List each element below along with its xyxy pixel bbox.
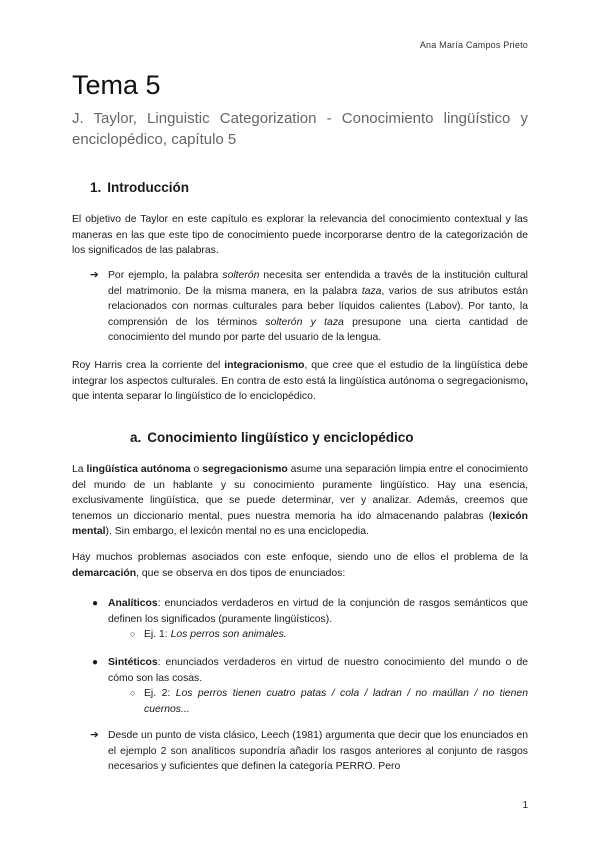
author-header: Ana María Campos Prieto [419, 40, 528, 50]
section-title: Introducción [107, 180, 190, 195]
bullet-item-sinteticos: ● Sintéticos: enunciados verdaderos en virtud de nuestro conocimiento del mundo o de cómo son las cosas. [92, 657, 528, 684]
bullet-item-analiticos: ● Analíticos: enunciados verdaderos en virtud de la conjunción de rasgos semánticos que definen los significados (puramente lingüísticos). [92, 598, 528, 625]
section-heading-introduccion [90, 180, 189, 195]
paragraph-demarcacion: Hay muchos problemas asociados con este enfoque, siendo uno de ellos el problema de la demarcación, que se observa en dos tipos de enunciados: [72, 552, 528, 579]
subsection-number: a. [130, 430, 142, 445]
arrow-item-leech: ➔ Desde un punto de vista clásico, Leech (1981) argumenta que decir que los enunciados en el ejemplo 2 son analíticos supondría añadir los rasgos anteriores al conjunto de rasgos necesarios y suficientes que definen la categoría PERRO. Pero [90, 730, 528, 773]
page-subtitle: J. Taylor, Linguistic Categorization - Conocimiento lingüístico y enciclopédico, capítulo 5 [72, 110, 528, 148]
sub-item-ejemplo-2: ○ Ej. 2: Los perros tienen cuatro patas / cola / ladran / no maúllan / no tienen cuernos... [130, 688, 528, 715]
circle-bullet-icon: ○ [130, 629, 136, 639]
sub-item-ejemplo-1: ○ Ej. 1: Los perros son animales. [144, 627, 528, 643]
page-number: 1 [522, 800, 528, 811]
paragraph-roy-harris: Roy Harris crea la corriente del integracionismo, que cree que el estudio de la lingüística debe integrar los aspectos culturales. En contra de esto está la lingüística autónoma o segregacionismo, que intenta separar lo lingüístico de lo enciclopédico. [72, 360, 528, 403]
arrow-item-ejemplo: ➔ Por ejemplo, la palabra solterón necesita ser entendida a través de la institución cultural del matrimonio. De la misma manera, en la palabra taza, varios de sus atributos están relacionados con normas culturales para beber líquidos calientes (Labov). Por tanto, la comprensión de los términos solterón y taza presupone una cierta cantidad de conocimiento del mundo por parte del usuario de la lengua. [90, 270, 528, 344]
bullet-icon: ● [92, 598, 99, 609]
paragraph-linguistica-autonoma: La lingüística autónoma o segregacionismo asume una separación limpia entre el conocimiento del mundo de un hablante y su conocimiento puramente lingüístico. Hay una esencia, exclusivamente lingüística, que se puede determinar, ver y analizar. Además, creemos que tenemos un diccionario mental, pues nuestra memoria ha ido almacenando palabras (lexicón mental). Sin embargo, el lexicón mental no es una enciclopedia. [72, 464, 528, 538]
paragraph-objetivo: El objetivo de Taylor en este capítulo es explorar la relevancia del conocimiento contextual y las maneras en las que este tipo de conocimiento puede incorporarse dentro de la categorización de los significados de las palabras. [72, 214, 528, 257]
section-number: 1. [90, 180, 102, 195]
arrow-icon: ➔ [90, 730, 99, 741]
page-title: Tema 5 [72, 70, 161, 100]
arrow-icon: ➔ [90, 270, 99, 281]
section-heading-conocimiento [130, 430, 414, 445]
bullet-icon: ● [92, 657, 99, 668]
subsection-title: Conocimiento lingüístico y enciclopédico [147, 430, 414, 445]
circle-bullet-icon: ○ [130, 688, 136, 698]
